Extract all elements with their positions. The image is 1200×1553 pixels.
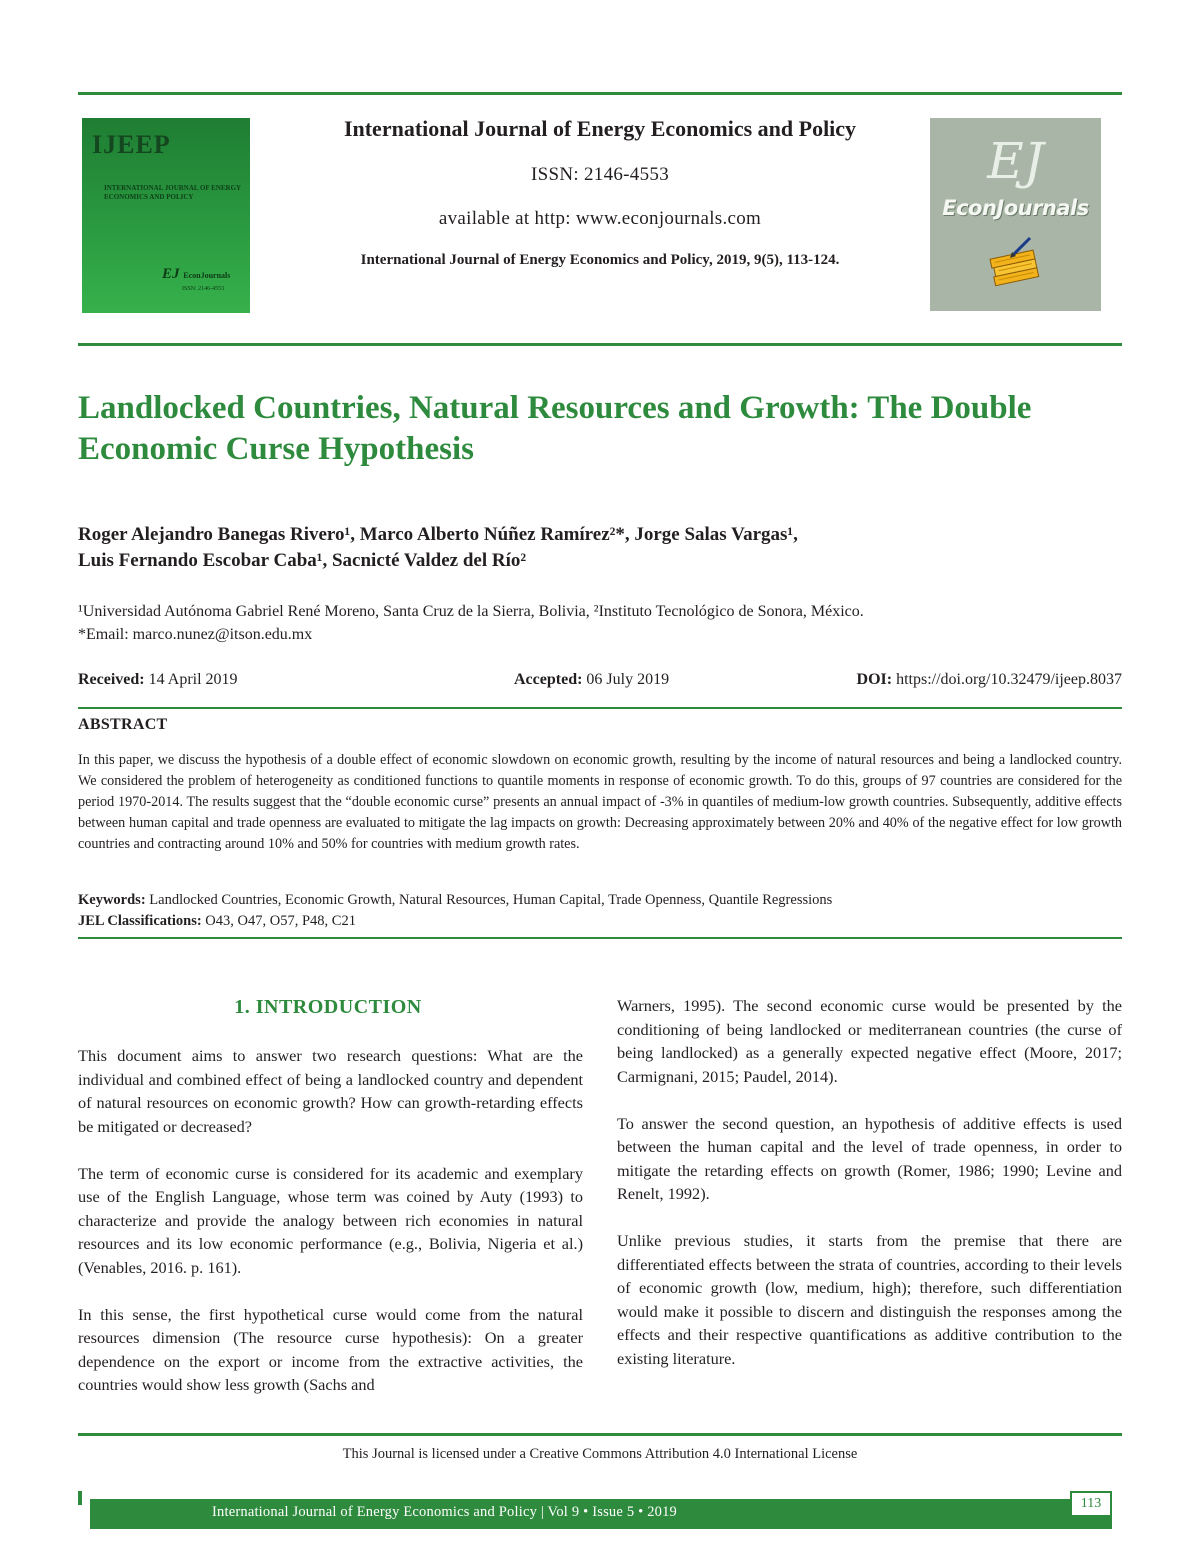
journal-availability-link[interactable]: available at http: www.econjournals.com <box>438 208 762 229</box>
keywords-line <box>78 890 1122 911</box>
top-rule <box>78 92 1122 95</box>
intro-paragraph: Unlike previous studies, it starts from the premise that there are differentiated effects between the strata of countries, according to their levels of economic growth (low, medium, high); therefore, such differentiation would make it possible to discern and distinguish the responses among the effects and their respective quantifications as additive contribution to the existing literature. <box>617 1231 1122 1368</box>
journal-issn: ISSN: 2146-4553 <box>530 164 670 185</box>
intro-paragraph: The term of economic curse is considered for its academic and exemplary use of the English Language, whose term was coined by Auty (1993) to characterize and provide the analogy between rich economies in natural resources and its low economic performance (e.g., Bolivia, Nigeria et al.) (Venables, 2016. p. 161). <box>78 1163 583 1277</box>
affiliation-text: ¹Universidad Autónoma Gabriel René Moreno, Santa Cruz de la Sierra, Bolivia, ²Instituto Tecnológico de Sonora, México. <box>78 603 864 620</box>
keywords-label: Keywords: <box>78 892 146 908</box>
cover-ej-small: EconJournals <box>183 271 231 280</box>
page-number: 113 <box>1070 1491 1112 1517</box>
intro-paragraph: Warners, 1995). The second economic curse would be presented by the conditioning of being landlocked or mediterranean countries (the curse of being landlocked) as a generally expected negative effect (Moore, 2017; Carmignani, 2015; Paudel, 2014). <box>617 996 1122 1086</box>
cover-code: IJEEP <box>92 130 171 159</box>
accepted-date <box>514 671 669 689</box>
books-icon <box>986 236 1046 296</box>
accepted-value: 06 July 2019 <box>586 671 670 688</box>
econjournals-logo <box>930 118 1101 311</box>
logo-wordmark: EconJournals <box>942 196 1089 220</box>
received-value: 14 April 2019 <box>148 671 238 688</box>
intro-paragraph: In this sense, the first hypothetical curse would come from the natural resources dimension (The resource curse hypothesis): On a greater dependence on the export or income from the extractive activities, the countries would show less growth (Sachs and <box>78 1304 583 1394</box>
cover-ej: EJ <box>162 266 180 282</box>
keywords-value: Landlocked Countries, Economic Growth, Natural Resources, Human Capital, Trade Openness, Quantile Regressions <box>149 892 833 908</box>
doi-label: DOI: <box>856 671 893 688</box>
accepted-label: Accepted: <box>514 671 583 688</box>
right-column <box>617 994 1122 1394</box>
jel-label: JEL Classifications: <box>78 913 202 929</box>
abstract-top-rule <box>78 707 1122 709</box>
keywords-block <box>78 890 1122 932</box>
doi-link[interactable]: https://doi.org/10.32479/ijeep.8037 <box>896 671 1122 688</box>
jel-value: O43, O47, O57, P48, C21 <box>205 913 356 929</box>
intro-paragraph: To answer the second question, an hypothesis of additive effects is used between the human capital and the level of trade openness, in order to mitigate the retarding effects on growth (Romer, 1986; 1990; Levine and Renelt, 1992). <box>617 1113 1122 1203</box>
author-list <box>78 522 1122 574</box>
footer-bar-accent <box>78 1491 82 1505</box>
abstract-body: In this paper, we discuss the hypothesis of a double effect of economic slowdown on economic growth, resulting by the income of natural resources and being a landlocked country. We considered the problem of heterogeneity as conditioned functions to quantile moments in response of economic growth. To do this, groups of 97 countries are considered for the period 1970-2014. The results suggest that the “double economic curse” presents an annual impact of -3% in quantiles of medium-low growth countries. Subsequently, additive effects between human capital and trade openness are evaluated to mitigate the lag impacts on growth: Decreasing approximately between 20% and 40% of the negative effect for low growth countries and contracting around 10% and 50% for countries with medium growth rates. <box>78 752 1122 852</box>
footer-bar <box>78 1491 1122 1529</box>
cover-issn: ISSN: 2146-4553 <box>182 286 225 292</box>
cover-ej-mark <box>162 266 230 283</box>
jel-line <box>78 911 1122 932</box>
journal-citation: International Journal of Energy Economics and Policy, 2019, 9(5), 113-124. <box>360 252 840 268</box>
publication-dates <box>78 671 1122 693</box>
journal-cover-image <box>82 118 250 313</box>
authors-line-1: Roger Alejandro Banegas Rivero¹, Marco Alberto Núñez Ramírez²*, Jorge Salas Vargas¹, <box>78 524 798 545</box>
corresponding-email[interactable]: *Email: marco.nunez@itson.edu.mx <box>78 626 313 643</box>
received-label: Received: <box>78 671 145 688</box>
footer-bar-fill <box>90 1499 1112 1529</box>
journal-title: International Journal of Energy Economics and Policy <box>343 116 857 141</box>
introduction-heading: 1. INTRODUCTION <box>234 996 422 1018</box>
abstract-heading: ABSTRACT <box>78 716 168 733</box>
license-notice: This Journal is licensed under a Creative Commons Attribution 4.0 International License <box>342 1446 858 1462</box>
abstract-bottom-rule <box>78 937 1122 939</box>
footer-journal-info: International Journal of Energy Economics and Policy | Vol 9 • Issue 5 • 2019 <box>212 1504 677 1520</box>
authors-line-2: Luis Fernando Escobar Caba¹, Sacnicté Valdez del Río² <box>78 550 527 571</box>
cover-subtitle: INTERNATIONAL JOURNAL OF ENERGY ECONOMICS AND POLICY <box>104 184 241 201</box>
header-rule <box>78 343 1122 346</box>
received-date <box>78 671 238 689</box>
left-column <box>78 1044 583 1420</box>
paper-title: Landlocked Countries, Natural Resources and Growth: The Double Economic Curse Hypothesis <box>78 390 1032 467</box>
doi <box>857 671 1122 689</box>
journal-header <box>300 114 900 269</box>
footer-rule <box>78 1433 1122 1436</box>
intro-paragraph: This document aims to answer two research questions: What are the individual and combined effect of being a landlocked country and dependent of natural resources on economic growth? How can growth-retarding effects be mitigated or decreased? <box>78 1046 583 1136</box>
logo-ej-mark: EJ <box>987 132 1044 190</box>
affiliations <box>78 600 1122 646</box>
